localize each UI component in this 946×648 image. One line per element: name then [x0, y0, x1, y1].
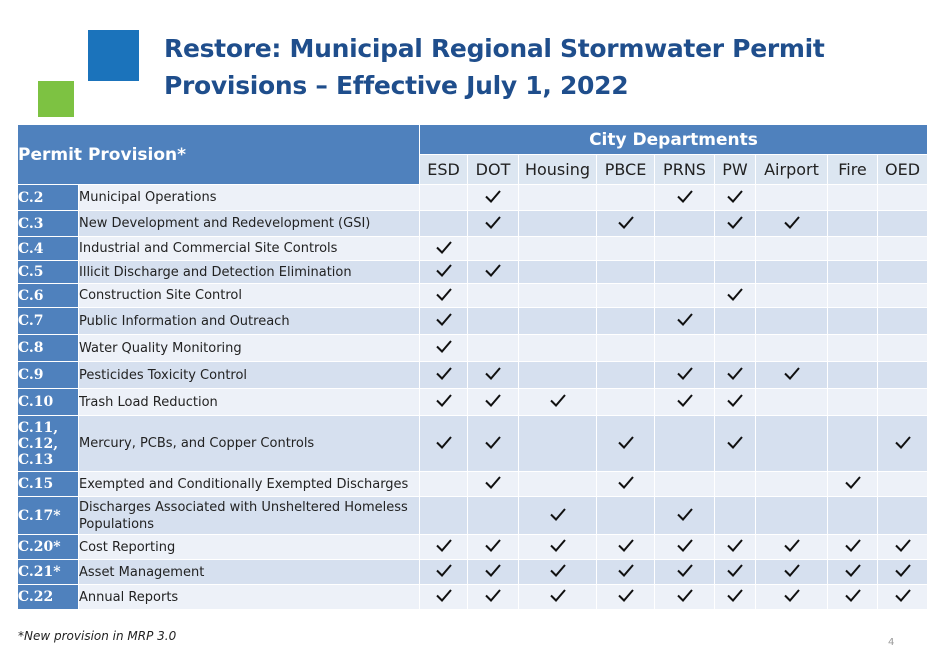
dept-cell-pw	[715, 389, 756, 416]
checkmark-icon	[725, 392, 745, 408]
checkmark-icon	[893, 587, 913, 603]
provision-name: Industrial and Commercial Site Controls	[79, 237, 420, 261]
dept-cell-prns	[655, 389, 715, 416]
checkmark-icon	[548, 562, 568, 578]
dept-cell-dot	[468, 211, 519, 237]
dept-cell-pw	[715, 585, 756, 610]
provision-code: C.22	[18, 585, 79, 610]
dept-cell-housing	[519, 237, 597, 261]
checkmark-icon	[434, 286, 454, 302]
dept-cell-airport	[756, 211, 828, 237]
dept-cell-housing	[519, 560, 597, 585]
dept-cell-pbce	[597, 284, 655, 308]
dept-cell-esd	[420, 585, 468, 610]
table-row	[18, 416, 928, 472]
page-number: 4	[888, 637, 895, 648]
dept-cell-dot	[468, 362, 519, 389]
table-row	[18, 308, 928, 335]
dept-cell-pw	[715, 362, 756, 389]
checkmark-icon	[434, 239, 454, 255]
checkmark-icon	[434, 262, 454, 278]
checkmark-icon	[483, 474, 503, 490]
dept-cell-fire	[828, 560, 878, 585]
checkmark-icon	[843, 537, 863, 553]
checkmark-icon	[616, 474, 636, 490]
provision-code: C.10	[18, 389, 79, 416]
dept-header-esd: ESD	[420, 155, 468, 185]
dept-cell-pw	[715, 497, 756, 535]
dept-cell-pbce	[597, 472, 655, 497]
table-row	[18, 335, 928, 362]
dept-cell-prns	[655, 261, 715, 284]
dept-cell-pw	[715, 185, 756, 211]
dept-cell-pw	[715, 284, 756, 308]
checkmark-icon	[548, 392, 568, 408]
checkmark-icon	[725, 562, 745, 578]
checkmark-icon	[434, 338, 454, 354]
dept-cell-airport	[756, 497, 828, 535]
dept-cell-oed	[878, 472, 928, 497]
dept-cell-pbce	[597, 535, 655, 560]
dept-header-housing: Housing	[519, 155, 597, 185]
provision-code: C.6	[18, 284, 79, 308]
dept-cell-oed	[878, 497, 928, 535]
dept-cell-housing	[519, 416, 597, 472]
dept-cell-prns	[655, 308, 715, 335]
checkmark-icon	[616, 562, 636, 578]
provision-name: Mercury, PCBs, and Copper Controls	[79, 416, 420, 472]
dept-cell-prns	[655, 585, 715, 610]
dept-cell-housing	[519, 472, 597, 497]
dept-cell-esd	[420, 416, 468, 472]
title-line-2: Provisions – Effective July 1, 2022	[164, 71, 629, 100]
dept-cell-airport	[756, 535, 828, 560]
provision-name: Asset Management	[79, 560, 420, 585]
dept-cell-pw	[715, 416, 756, 472]
checkmark-icon	[843, 562, 863, 578]
checkmark-icon	[675, 562, 695, 578]
dept-cell-airport	[756, 284, 828, 308]
dept-cell-oed	[878, 416, 928, 472]
dept-cell-pbce	[597, 560, 655, 585]
dept-cell-prns	[655, 560, 715, 585]
dept-cell-fire	[828, 261, 878, 284]
dept-cell-prns	[655, 237, 715, 261]
dept-cell-dot	[468, 308, 519, 335]
table-row	[18, 237, 928, 261]
dept-cell-fire	[828, 362, 878, 389]
table-row	[18, 389, 928, 416]
dept-cell-pbce	[597, 497, 655, 535]
dept-cell-fire	[828, 237, 878, 261]
checkmark-icon	[483, 365, 503, 381]
checkmark-icon	[434, 311, 454, 327]
provision-code: C.8	[18, 335, 79, 362]
dept-header-prns: PRNS	[655, 155, 715, 185]
checkmark-icon	[725, 214, 745, 230]
dept-cell-dot	[468, 497, 519, 535]
dept-cell-pw	[715, 560, 756, 585]
provision-code: C.15	[18, 472, 79, 497]
dept-cell-airport	[756, 261, 828, 284]
table-row	[18, 261, 928, 284]
dept-cell-housing	[519, 585, 597, 610]
provision-name: Annual Reports	[79, 585, 420, 610]
checkmark-icon	[782, 214, 802, 230]
provision-name: Public Information and Outreach	[79, 308, 420, 335]
table-row	[18, 560, 928, 585]
dept-cell-prns	[655, 335, 715, 362]
dept-cell-airport	[756, 335, 828, 362]
dept-cell-pbce	[597, 308, 655, 335]
checkmark-icon	[548, 506, 568, 522]
dept-cell-fire	[828, 472, 878, 497]
checkmark-icon	[782, 365, 802, 381]
dept-header-airport: Airport	[756, 155, 828, 185]
city-departments-header: City Departments	[420, 125, 928, 155]
table-row	[18, 362, 928, 389]
provision-code: C.9	[18, 362, 79, 389]
dept-cell-pw	[715, 211, 756, 237]
dept-cell-housing	[519, 535, 597, 560]
provision-name: Water Quality Monitoring	[79, 335, 420, 362]
dept-cell-oed	[878, 284, 928, 308]
dept-cell-housing	[519, 211, 597, 237]
dept-cell-airport	[756, 237, 828, 261]
dept-cell-housing	[519, 308, 597, 335]
dept-header-dot: DOT	[468, 155, 519, 185]
dept-cell-prns	[655, 497, 715, 535]
dept-cell-prns	[655, 185, 715, 211]
provision-name: Illicit Discharge and Detection Elimination	[79, 261, 420, 284]
dept-cell-fire	[828, 335, 878, 362]
dept-cell-pbce	[597, 416, 655, 472]
dept-cell-esd	[420, 472, 468, 497]
checkmark-icon	[483, 262, 503, 278]
dept-cell-esd	[420, 261, 468, 284]
dept-cell-esd	[420, 335, 468, 362]
dept-cell-pw	[715, 472, 756, 497]
provision-name: Discharges Associated with Unsheltered Homeless Populations	[79, 497, 420, 535]
dept-cell-airport	[756, 362, 828, 389]
checkmark-icon	[434, 562, 454, 578]
dept-cell-oed	[878, 185, 928, 211]
dept-cell-pbce	[597, 237, 655, 261]
dept-cell-pw	[715, 261, 756, 284]
provision-name: Cost Reporting	[79, 535, 420, 560]
dept-cell-esd	[420, 211, 468, 237]
table-row	[18, 497, 928, 535]
checkmark-icon	[434, 365, 454, 381]
dept-cell-fire	[828, 284, 878, 308]
checkmark-icon	[483, 392, 503, 408]
dept-cell-prns	[655, 535, 715, 560]
provision-code: C.5	[18, 261, 79, 284]
dept-cell-esd	[420, 560, 468, 585]
checkmark-icon	[675, 506, 695, 522]
dept-cell-esd	[420, 185, 468, 211]
checkmark-icon	[725, 587, 745, 603]
checkmark-icon	[675, 587, 695, 603]
dept-cell-esd	[420, 308, 468, 335]
dept-cell-dot	[468, 585, 519, 610]
dept-cell-pbce	[597, 261, 655, 284]
checkmark-icon	[434, 537, 454, 553]
dept-cell-airport	[756, 389, 828, 416]
dept-cell-esd	[420, 535, 468, 560]
dept-cell-fire	[828, 389, 878, 416]
dept-cell-fire	[828, 497, 878, 535]
dept-cell-fire	[828, 416, 878, 472]
dept-cell-prns	[655, 416, 715, 472]
dept-cell-dot	[468, 416, 519, 472]
dept-header-pbce: PBCE	[597, 155, 655, 185]
blue-square-decoration	[88, 30, 139, 81]
dept-cell-esd	[420, 389, 468, 416]
checkmark-icon	[675, 365, 695, 381]
provision-name: New Development and Redevelopment (GSI)	[79, 211, 420, 237]
table-row	[18, 284, 928, 308]
dept-cell-fire	[828, 535, 878, 560]
dept-cell-airport	[756, 416, 828, 472]
dept-cell-pbce	[597, 585, 655, 610]
provision-code: C.4	[18, 237, 79, 261]
page-title	[164, 30, 825, 104]
checkmark-icon	[434, 587, 454, 603]
dept-cell-pw	[715, 535, 756, 560]
dept-cell-oed	[878, 389, 928, 416]
dept-cell-pw	[715, 308, 756, 335]
dept-cell-pbce	[597, 335, 655, 362]
checkmark-icon	[725, 434, 745, 450]
dept-cell-oed	[878, 560, 928, 585]
provision-name: Exempted and Conditionally Exempted Discharges	[79, 472, 420, 497]
provision-name: Trash Load Reduction	[79, 389, 420, 416]
dept-cell-housing	[519, 389, 597, 416]
provision-code: C.17*	[18, 497, 79, 535]
dept-cell-housing	[519, 284, 597, 308]
dept-cell-oed	[878, 237, 928, 261]
checkmark-icon	[616, 537, 636, 553]
table-row	[18, 585, 928, 610]
checkmark-icon	[616, 587, 636, 603]
checkmark-icon	[725, 188, 745, 204]
dept-cell-dot	[468, 560, 519, 585]
dept-cell-pw	[715, 335, 756, 362]
permit-provisions-table	[17, 124, 928, 610]
dept-cell-airport	[756, 308, 828, 335]
provision-code: C.20*	[18, 535, 79, 560]
dept-cell-airport	[756, 560, 828, 585]
dept-cell-prns	[655, 211, 715, 237]
dept-cell-oed	[878, 335, 928, 362]
provision-code: C.2	[18, 185, 79, 211]
dept-cell-dot	[468, 535, 519, 560]
provision-code: C.21*	[18, 560, 79, 585]
dept-cell-dot	[468, 261, 519, 284]
dept-cell-housing	[519, 335, 597, 362]
table-row	[18, 472, 928, 497]
dept-cell-dot	[468, 185, 519, 211]
dept-cell-esd	[420, 497, 468, 535]
dept-cell-dot	[468, 284, 519, 308]
dept-cell-dot	[468, 472, 519, 497]
dept-cell-dot	[468, 389, 519, 416]
checkmark-icon	[893, 537, 913, 553]
checkmark-icon	[843, 587, 863, 603]
provision-code: C.3	[18, 211, 79, 237]
table-row	[18, 185, 928, 211]
dept-cell-pbce	[597, 389, 655, 416]
checkmark-icon	[548, 587, 568, 603]
checkmark-icon	[675, 311, 695, 327]
dept-cell-airport	[756, 585, 828, 610]
checkmark-icon	[843, 474, 863, 490]
checkmark-icon	[675, 392, 695, 408]
table-row	[18, 211, 928, 237]
checkmark-icon	[725, 286, 745, 302]
checkmark-icon	[483, 434, 503, 450]
checkmark-icon	[782, 537, 802, 553]
checkmark-icon	[548, 537, 568, 553]
checkmark-icon	[675, 537, 695, 553]
checkmark-icon	[434, 392, 454, 408]
checkmark-icon	[675, 188, 695, 204]
provision-code: C.7	[18, 308, 79, 335]
footnote: *New provision in MRP 3.0	[18, 629, 177, 643]
checkmark-icon	[483, 537, 503, 553]
dept-cell-oed	[878, 308, 928, 335]
dept-header-pw: PW	[715, 155, 756, 185]
checkmark-icon	[483, 562, 503, 578]
dept-cell-esd	[420, 362, 468, 389]
dept-cell-housing	[519, 261, 597, 284]
permit-provision-header: Permit Provision*	[18, 125, 420, 185]
dept-cell-oed	[878, 535, 928, 560]
dept-cell-oed	[878, 261, 928, 284]
provision-name: Construction Site Control	[79, 284, 420, 308]
dept-cell-fire	[828, 308, 878, 335]
table-body	[18, 185, 928, 610]
dept-cell-dot	[468, 237, 519, 261]
dept-cell-oed	[878, 585, 928, 610]
dept-cell-pbce	[597, 362, 655, 389]
title-line-1: Restore: Municipal Regional Stormwater Permit	[164, 34, 825, 63]
dept-cell-prns	[655, 472, 715, 497]
dept-cell-prns	[655, 284, 715, 308]
dept-cell-oed	[878, 362, 928, 389]
dept-cell-housing	[519, 362, 597, 389]
checkmark-icon	[483, 587, 503, 603]
dept-cell-oed	[878, 211, 928, 237]
dept-cell-pbce	[597, 211, 655, 237]
dept-cell-fire	[828, 185, 878, 211]
checkmark-icon	[483, 188, 503, 204]
provision-code: C.11, C.12, C.13	[18, 416, 79, 472]
dept-cell-fire	[828, 211, 878, 237]
checkmark-icon	[893, 434, 913, 450]
dept-cell-airport	[756, 472, 828, 497]
dept-cell-dot	[468, 335, 519, 362]
dept-cell-housing	[519, 497, 597, 535]
checkmark-icon	[725, 537, 745, 553]
dept-cell-esd	[420, 284, 468, 308]
dept-cell-airport	[756, 185, 828, 211]
checkmark-icon	[782, 587, 802, 603]
checkmark-icon	[725, 365, 745, 381]
dept-cell-fire	[828, 585, 878, 610]
dept-cell-housing	[519, 185, 597, 211]
dept-cell-prns	[655, 362, 715, 389]
dept-cell-pbce	[597, 185, 655, 211]
dept-header-fire: Fire	[828, 155, 878, 185]
checkmark-icon	[782, 562, 802, 578]
green-square-decoration	[38, 81, 74, 117]
dept-cell-esd	[420, 237, 468, 261]
checkmark-icon	[483, 214, 503, 230]
checkmark-icon	[616, 214, 636, 230]
checkmark-icon	[616, 434, 636, 450]
checkmark-icon	[893, 562, 913, 578]
dept-header-oed: OED	[878, 155, 928, 185]
dept-cell-pw	[715, 237, 756, 261]
table-row	[18, 535, 928, 560]
provision-name: Municipal Operations	[79, 185, 420, 211]
checkmark-icon	[434, 434, 454, 450]
provision-name: Pesticides Toxicity Control	[79, 362, 420, 389]
